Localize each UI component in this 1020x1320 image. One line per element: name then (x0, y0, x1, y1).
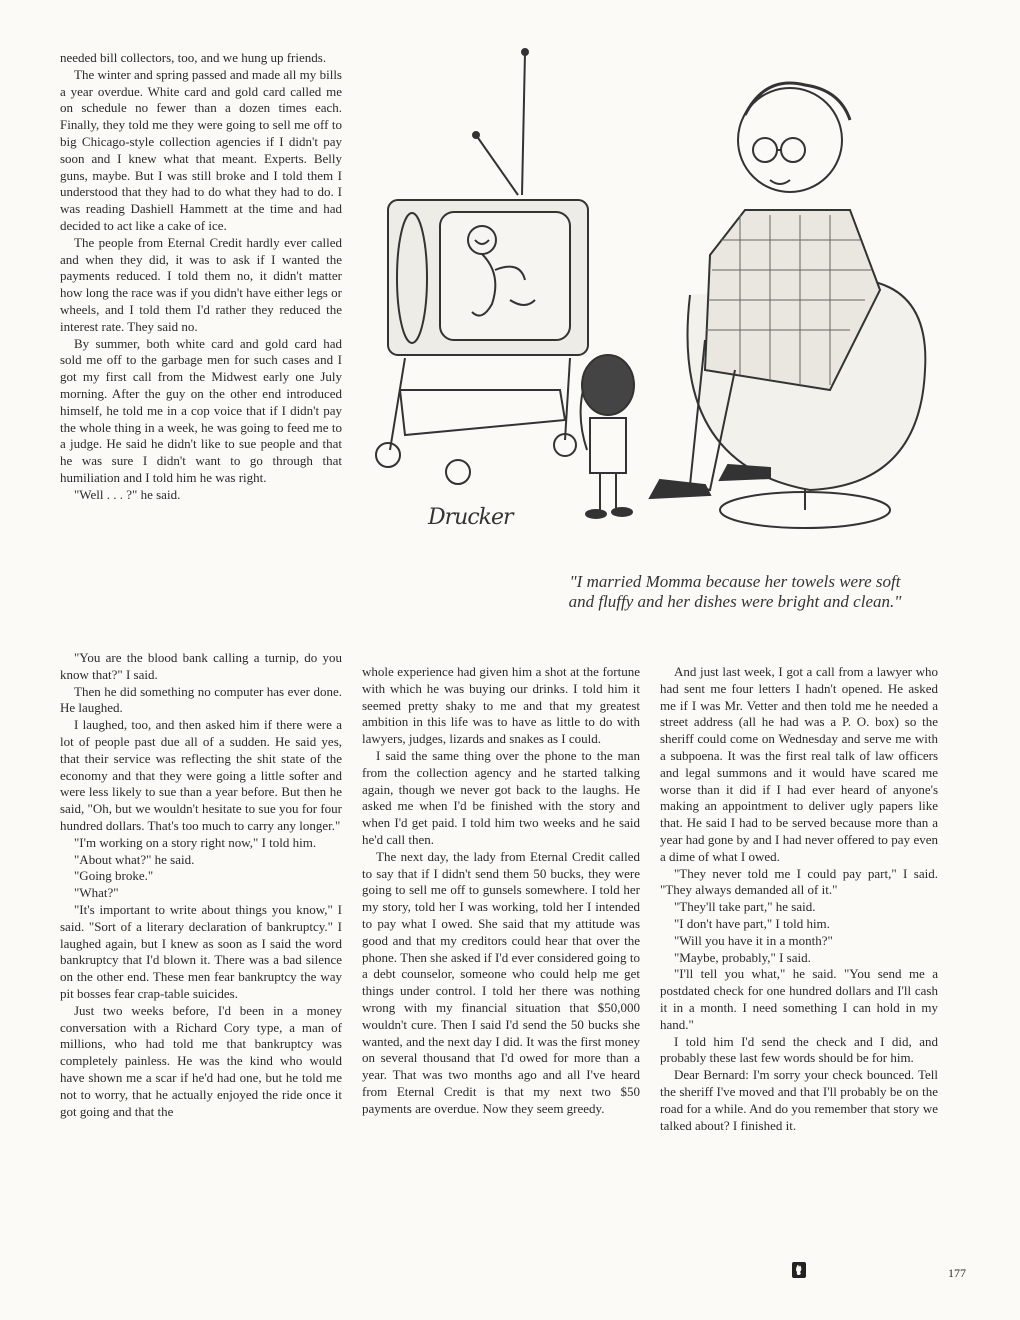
paragraph: The next day, the lady from Eternal Credit called to say that if I didn't send them 50 bucks, they were going to sell me off to gunsels somewhere. I told her my story, told her I was working, told her I intended to pay what I owed. She said that my attitude was good and that my creditors could hear that over the phone. Then she asked if I'd ever considered going to a debt counselor, someone who could help me get things under control. I told her there was nothing wrong with my financial situation that $50,000 wouldn't cure. Then I said I'd send the 50 bucks she wanted, and the next day I did. It was the first money on several thousand that I'd owed for more than a year. That was two months ago and all I've heard from Eternal Credit is that my next two $50 payments are overdue. Now they seem greedy. (362, 848, 640, 1116)
page-number: 177 (948, 1266, 966, 1280)
paragraph: "I don't have part," I told him. (674, 915, 830, 931)
paragraph: "About what?" he said. (74, 851, 195, 867)
antenna-rod-icon (522, 52, 525, 195)
paragraph: "It's important to write about things you know," I said. "Sort of a literary declaration of bankruptcy." I laughed again, but I knew as soon as I said the word bankruptcy that I'd blown it. There was a bad silence on the other end. These men fear bankruptcy the way pit bosses fear crap-table suicides. (60, 901, 342, 1001)
paragraph: By summer, both white card and gold card had sold me off to the garbage men for such cases and I got my first call from the Midwest early one July morning. After the guy on the other end introduced himself, he told me in a cop voice that if I didn't pay the whole thing in a week, he was going to feed me to a judge. He said he didn't like to sue people and that he was sure I didn't want to go through that humiliation and I told him he was right. (60, 335, 342, 485)
paragraph: needed bill collectors, too, and we hung up friends. (60, 50, 327, 65)
paragraph: Dear Bernard: I'm sorry your check bounced. Tell the sheriff I've moved and that I'll probably be on the road for a while. And do you remember that story we talked about? I finished it. (660, 1067, 938, 1133)
paragraph: I laughed, too, and then asked him if there were a lot of people past due all of a sudden. He said yes, that their service was reflecting the shit state of the economy and that they were going a little softer and were less likely to sue than a year before. But then he said, "Oh, but we wouldn't hesitate to sue you for four hundred dollars. That's too much to carry any longer." (60, 717, 342, 833)
paragraph: I said the same thing over the phone to the man from the collection agency and he started talking again, though we never got back to the laughs. He asked me when I'd be finished with the story and when I'd get paid. I told him two weeks and he said he'd call then. (362, 747, 640, 847)
article-column-middle (362, 664, 640, 1118)
paragraph: "They'll take part," he said. (674, 899, 816, 915)
playboy-bunny-icon (792, 1262, 806, 1278)
paragraph: "You are the blood bank calling a turnip, do you know that?" I said. (60, 650, 342, 682)
paragraph: And just last week, I got a call from a lawyer who had sent me four letters I hadn't opened. He asked me if I was Mr. Vetter and then told me he needed a street address (all he had was a P. O. box) so the sheriff could come on Wednesday and serve me with a subpoena. It was the first real talk of law officers and legal summons and it would have scared me worse than it did if I had ever heard of anyone's making an appointment to deliver ugly papers like that. He said I had to be served because more than a year had gone by and I had never offered to pay even a dime of what I owed. (660, 664, 938, 864)
paragraph: Just two weeks before, I'd been in a money conversation with a Richard Cory type, a man of millions, who had told me that bankruptcy was completely painless. He was the kind who would have shown me a scar if he'd had one, but he told me not to worry, that he actually enjoyed the ride once it got going and that the (60, 1002, 342, 1119)
article-column-right (660, 664, 938, 1134)
artist-signature: Drucker (428, 505, 513, 530)
paragraph: "Will you have it in a month?" (674, 932, 833, 948)
paragraph: "I'm working on a story right now," I told him. (74, 834, 317, 850)
paragraph: Then he did something no computer has ever done. He laughed. (60, 683, 342, 716)
paragraph: "What?" (74, 885, 119, 901)
paragraph: The people from Eternal Credit hardly ever called and when they did, it was to ask if I wanted the payments reduced. I told them no, it didn't matter how long the race was if you didn't have either legs or wheels, and I told them I'd rather they reduced the interest rate. They said no. (60, 234, 342, 334)
paragraph: I told him I'd send the check and I did, and probably these last few words should be for him. (660, 1033, 938, 1066)
paragraph: "Going broke." (74, 868, 154, 884)
paragraph: "I'll tell you what," he said. "You send me a postdated check for one hundred dollars and I'll cash it in a month. I need something I can hold in my hand." (660, 966, 938, 1032)
cartoon-caption: "I married Momma because her towels were soft and fluffy and her dishes were bright and clean." (568, 572, 902, 611)
paragraph: "They never told me I could pay part," I said. "They always demanded all of it." (660, 865, 938, 898)
paragraph: whole experience had given him a shot at the fortune with which he was buying our drinks. I told him it seemed pretty shaky to me and that my greatest ambition in this life was to have as little to do with lawyers, judges, lizards and snakes as I could. (362, 664, 640, 747)
paragraph: "Well . . . ?" he said. (74, 486, 181, 502)
cartoon-illustration (360, 40, 960, 560)
article-column-left-top (60, 50, 342, 504)
paragraph: "Maybe, probably," I said. (674, 949, 811, 965)
paragraph: The winter and spring passed and made all my bills a year overdue. White card and gold card called me on schedule no fewer than a dozen times each. Finally, they told me they were going to sell me off to big Chicago-style collection agencies if I didn't pay soon and I knew what that meant. Experts. Belly guns, maybe. But I was still broke and I told them I understood that they had to do what they had to do. I was reading Dashiell Hammett at the time and had decided to act like a cake of ice. (60, 66, 342, 233)
article-column-left-bottom (60, 650, 342, 1120)
